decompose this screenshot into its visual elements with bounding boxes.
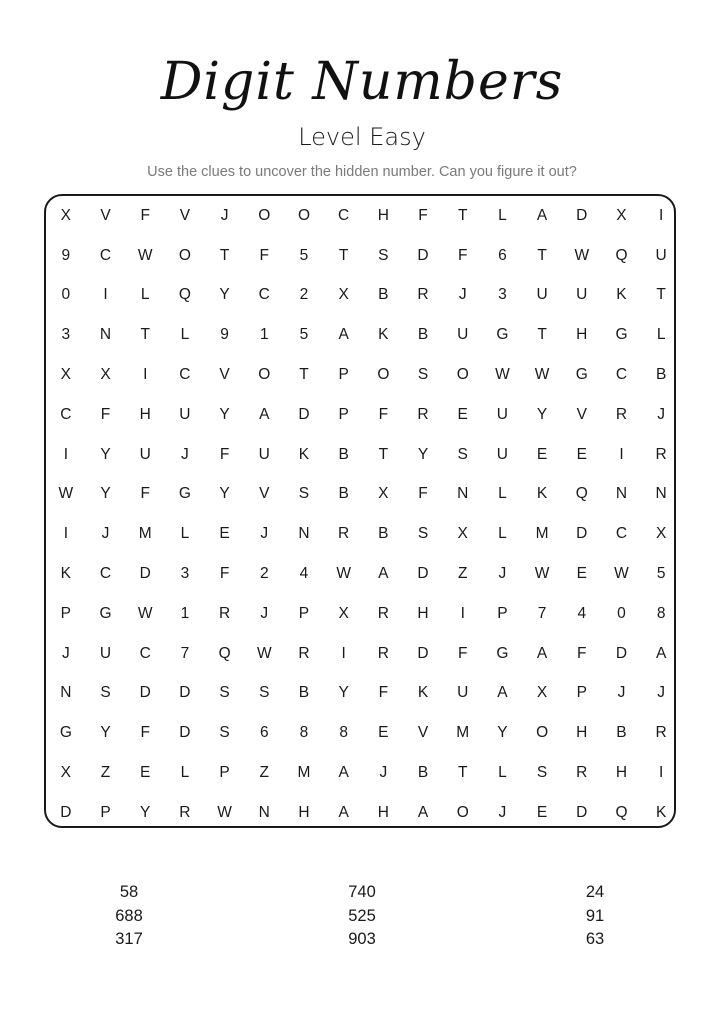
grid-cell[interactable]: 6	[259, 724, 269, 742]
grid-cell[interactable]: F	[140, 485, 150, 503]
grid-cell[interactable]: Y	[417, 445, 429, 463]
grid-cell[interactable]: H	[576, 724, 588, 742]
grid-cell[interactable]: T	[656, 286, 666, 304]
grid-cell[interactable]: K	[616, 286, 627, 304]
grid-cell[interactable]: K	[655, 803, 667, 821]
grid-cell[interactable]: L	[656, 326, 666, 344]
grid-cell[interactable]: U	[496, 445, 508, 463]
grid-cell[interactable]: B	[298, 684, 310, 702]
grid-cell[interactable]: 5	[299, 246, 309, 264]
grid-cell[interactable]: C	[615, 525, 628, 543]
grid-cell[interactable]: I	[63, 445, 68, 463]
grid-cell[interactable]: U	[457, 684, 469, 702]
grid-cell[interactable]: T	[537, 326, 547, 344]
grid-cell[interactable]: H	[377, 803, 389, 821]
grid-cell[interactable]: C	[139, 644, 151, 662]
grid-cell[interactable]: U	[457, 326, 469, 344]
grid-cell[interactable]: E	[576, 565, 587, 583]
grid-cell[interactable]: U	[576, 286, 588, 304]
grid-cell[interactable]: D	[60, 803, 72, 821]
grid-cell[interactable]: H	[377, 206, 389, 224]
grid-cell[interactable]: O	[178, 246, 191, 264]
grid-cell[interactable]: H	[298, 803, 310, 821]
grid-cell[interactable]: X	[60, 366, 72, 384]
grid-cell[interactable]: B	[378, 525, 389, 543]
grid-cell[interactable]: V	[100, 206, 111, 224]
grid-cell[interactable]: A	[378, 565, 389, 583]
grid-cell[interactable]: J	[181, 445, 189, 463]
grid-cell[interactable]: R	[338, 525, 350, 543]
grid-cell[interactable]: J	[498, 565, 507, 583]
grid-cell[interactable]: M	[138, 525, 152, 543]
grid-cell[interactable]: X	[60, 764, 72, 782]
grid-cell[interactable]: D	[576, 803, 588, 821]
grid-cell[interactable]: J	[260, 604, 269, 622]
grid-cell[interactable]: J	[260, 525, 269, 543]
grid-cell[interactable]: R	[615, 405, 628, 423]
grid-cell[interactable]: W	[137, 604, 153, 622]
grid-cell[interactable]: S	[417, 366, 429, 384]
grid-cell[interactable]: 1	[180, 604, 190, 622]
grid-cell[interactable]: R	[298, 644, 310, 662]
grid-cell[interactable]: S	[100, 684, 111, 702]
grid-cell[interactable]: X	[100, 366, 111, 384]
grid-cell[interactable]: Y	[100, 724, 111, 742]
grid-cell[interactable]: F	[219, 565, 230, 583]
grid-cell[interactable]: P	[338, 405, 349, 423]
grid-cell[interactable]: E	[219, 525, 230, 543]
grid-cell[interactable]: D	[139, 684, 151, 702]
grid-cell[interactable]: D	[417, 565, 429, 583]
grid-cell[interactable]: Y	[140, 803, 151, 821]
grid-cell[interactable]: R	[576, 764, 588, 782]
grid-cell[interactable]: S	[298, 485, 310, 503]
grid-cell[interactable]: C	[179, 366, 191, 384]
grid-cell[interactable]: L	[140, 286, 150, 304]
grid-cell[interactable]: 8	[656, 604, 666, 622]
grid-cell[interactable]: D	[576, 525, 588, 543]
grid-cell[interactable]: F	[378, 684, 389, 702]
grid-cell[interactable]: S	[219, 724, 230, 742]
grid-cell[interactable]: B	[655, 366, 667, 384]
page-title: Digit Numbers	[160, 52, 564, 112]
word-item: 688	[115, 906, 143, 925]
grid-cell[interactable]: Q	[615, 803, 628, 821]
grid-cell[interactable]: P	[576, 684, 587, 702]
grid-cell[interactable]: O	[258, 206, 271, 224]
grid-cell[interactable]: N	[99, 326, 112, 344]
grid-cell[interactable]: F	[259, 246, 270, 264]
grid-cell[interactable]: V	[219, 366, 230, 384]
word-item: 24	[585, 883, 605, 901]
grid-cell[interactable]: 0	[61, 286, 71, 304]
word-item: 63	[585, 930, 605, 948]
grid-cell[interactable]: D	[576, 206, 588, 224]
grid-cell[interactable]: Y	[219, 286, 230, 304]
grid-cell[interactable]: R	[377, 644, 389, 662]
grid-cell[interactable]: Y	[536, 405, 548, 423]
grid-cell[interactable]: 6	[498, 246, 507, 264]
grid-cell[interactable]: V	[259, 485, 270, 503]
grid-cell[interactable]: C	[99, 565, 112, 583]
grid-cell[interactable]: H	[417, 604, 429, 622]
word-item: 91	[585, 906, 605, 925]
word-item: 740	[348, 883, 376, 901]
grid-cell[interactable]: X	[378, 485, 389, 503]
grid-cell[interactable]: 5	[299, 326, 309, 344]
grid-cell[interactable]: 7	[537, 604, 547, 622]
grid-cell[interactable]: G	[59, 724, 72, 742]
grid-cell[interactable]: X	[536, 684, 548, 702]
grid-cell[interactable]: 4	[577, 604, 587, 622]
grid-cell[interactable]: B	[417, 764, 429, 782]
grid-cell[interactable]: G	[496, 644, 509, 662]
grid-cell[interactable]: Y	[219, 405, 230, 423]
grid-cell[interactable]: F	[418, 206, 428, 224]
grid-cell[interactable]: B	[378, 286, 389, 304]
grid-cell[interactable]: N	[258, 803, 270, 821]
grid-cell[interactable]: U	[179, 405, 191, 423]
grid-cell[interactable]: R	[377, 604, 389, 622]
grid-cell[interactable]: B	[338, 445, 349, 463]
grid-cell[interactable]: 7	[180, 644, 190, 662]
grid-cell[interactable]: 3	[61, 326, 71, 344]
grid-cell[interactable]: D	[417, 246, 429, 264]
grid-cell[interactable]: X	[655, 525, 667, 543]
grid-cell[interactable]: G	[575, 366, 588, 384]
grid-cell[interactable]: 4	[299, 565, 309, 583]
grid-cell[interactable]: I	[659, 206, 664, 224]
instructions-text: Use the clues to uncover the hidden number. Can you figure it out?	[147, 164, 577, 180]
word-item: 903	[348, 930, 376, 948]
grid-cell[interactable]: C	[60, 405, 72, 423]
grid-cell[interactable]: S	[536, 764, 548, 782]
grid-cell[interactable]: Z	[457, 565, 468, 583]
grid-cell[interactable]: X	[338, 286, 349, 304]
grid-cell[interactable]: 2	[299, 286, 309, 304]
puzzle-grid	[46, 196, 678, 828]
grid-cell[interactable]: C	[99, 246, 112, 264]
grid-cell[interactable]: Y	[497, 724, 508, 742]
grid-cell[interactable]: 1	[259, 326, 269, 344]
grid-cell[interactable]: O	[456, 366, 469, 384]
grid-cell[interactable]: X	[60, 206, 72, 224]
grid-cell[interactable]: T	[140, 326, 150, 344]
grid-cell[interactable]: O	[377, 366, 390, 384]
grid-cell[interactable]: K	[60, 565, 72, 583]
grid-cell[interactable]: K	[417, 684, 429, 702]
grid-cell[interactable]: A	[338, 326, 349, 344]
grid-cell[interactable]: G	[496, 326, 509, 344]
grid-cell[interactable]: S	[457, 445, 468, 463]
grid-cell[interactable]: M	[297, 764, 311, 782]
grid-cell[interactable]: Y	[100, 445, 111, 463]
grid-cell[interactable]: S	[219, 684, 230, 702]
grid-cell[interactable]: W	[217, 803, 232, 821]
grid-cell[interactable]: G	[99, 604, 112, 622]
grid-cell[interactable]: W	[336, 565, 351, 583]
grid-cell[interactable]: C	[258, 286, 270, 304]
grid-cell[interactable]: E	[576, 445, 587, 463]
grid-cell[interactable]: W	[137, 246, 153, 264]
grid-cell[interactable]: W	[534, 366, 550, 384]
grid-cell[interactable]: O	[456, 803, 469, 821]
grid-cell[interactable]: L	[180, 326, 190, 344]
grid-cell[interactable]: S	[417, 525, 429, 543]
grid-cell[interactable]: G	[615, 326, 628, 344]
grid-cell[interactable]: M	[535, 525, 549, 543]
grid-cell[interactable]: T	[378, 445, 389, 463]
word-list-column-3	[586, 881, 604, 952]
grid-cell[interactable]: D	[179, 724, 191, 742]
grid-cell[interactable]: Y	[100, 485, 111, 503]
grid-cell[interactable]: P	[298, 604, 310, 622]
grid-cell[interactable]: D	[139, 565, 151, 583]
grid-cell[interactable]: A	[536, 644, 548, 662]
grid-cell[interactable]: J	[220, 206, 229, 224]
grid-cell[interactable]: X	[457, 525, 468, 543]
grid-cell[interactable]: 2	[259, 565, 269, 583]
grid-cell[interactable]: Z	[259, 764, 270, 782]
grid-cell[interactable]: E	[378, 724, 389, 742]
grid-cell[interactable]: H	[576, 326, 588, 344]
grid-cell[interactable]: H	[139, 405, 151, 423]
grid-cell[interactable]: J	[657, 405, 666, 423]
grid-cell[interactable]: Q	[615, 246, 628, 264]
grid-cell[interactable]: Y	[338, 684, 349, 702]
grid-cell[interactable]: B	[338, 485, 349, 503]
grid-cell[interactable]: 3	[498, 286, 507, 304]
grid-cell[interactable]: D	[179, 684, 191, 702]
grid-cell[interactable]: F	[457, 644, 468, 662]
grid-cell[interactable]: O	[258, 366, 271, 384]
grid-cell[interactable]: J	[458, 286, 467, 304]
grid-cell[interactable]: E	[536, 445, 548, 463]
grid-cell[interactable]: B	[417, 326, 429, 344]
grid-cell[interactable]: I	[103, 286, 108, 304]
grid-cell[interactable]: W	[574, 246, 590, 264]
grid-cell[interactable]: K	[298, 445, 310, 463]
grid-cell[interactable]: J	[379, 764, 388, 782]
grid-cell[interactable]: J	[101, 525, 110, 543]
grid-cell[interactable]: E	[457, 405, 468, 423]
grid-cell[interactable]: P	[60, 604, 72, 622]
grid-cell[interactable]: F	[100, 405, 111, 423]
grid-cell[interactable]: Q	[178, 286, 191, 304]
grid-cell[interactable]: U	[496, 405, 508, 423]
grid-cell[interactable]: A	[338, 803, 349, 821]
grid-cell[interactable]: P	[338, 366, 349, 384]
word-item: 525	[348, 906, 376, 925]
grid-cell[interactable]: J	[617, 684, 626, 702]
grid-cell[interactable]: K	[536, 485, 548, 503]
grid-cell[interactable]: N	[615, 485, 628, 503]
grid-cell[interactable]: E	[140, 764, 151, 782]
grid-cell[interactable]: X	[616, 206, 627, 224]
grid-cell[interactable]: T	[219, 246, 230, 264]
grid-cell[interactable]: A	[497, 684, 508, 702]
grid-cell[interactable]: E	[536, 803, 548, 821]
grid-cell[interactable]: O	[536, 724, 549, 742]
word-item: 58	[119, 883, 139, 901]
grid-cell[interactable]: L	[498, 485, 507, 503]
grid-cell[interactable]: R	[655, 724, 667, 742]
word-list-column-2	[348, 881, 376, 952]
grid-cell[interactable]: S	[378, 246, 389, 264]
grid-cell[interactable]: R	[218, 604, 231, 622]
grid-cell[interactable]: V	[179, 206, 191, 224]
grid-cell[interactable]: L	[498, 525, 507, 543]
grid-cell[interactable]: L	[498, 206, 507, 224]
grid-cell[interactable]: 9	[220, 326, 229, 344]
grid-cell[interactable]: 5	[656, 565, 666, 583]
grid-cell[interactable]: R	[655, 445, 667, 463]
grid-cell[interactable]: U	[139, 445, 151, 463]
grid-cell[interactable]: J	[61, 644, 70, 662]
grid-cell[interactable]: G	[178, 485, 191, 503]
grid-cell[interactable]: N	[60, 684, 72, 702]
grid-cell[interactable]: C	[338, 206, 350, 224]
grid-cell[interactable]: B	[616, 724, 627, 742]
grid-cell[interactable]: 8	[299, 724, 309, 742]
level-label: Level Easy	[298, 123, 426, 151]
grid-cell[interactable]: W	[58, 485, 74, 503]
grid-cell[interactable]: J	[657, 684, 666, 702]
grid-cell[interactable]: U	[655, 246, 667, 264]
grid-cell[interactable]: D	[615, 644, 628, 662]
grid-cell[interactable]: T	[299, 366, 309, 384]
grid-cell[interactable]: I	[63, 525, 68, 543]
grid-cell[interactable]: Z	[100, 764, 111, 782]
grid-cell[interactable]: W	[495, 366, 510, 384]
grid-cell[interactable]: 9	[61, 246, 71, 264]
grid-cell[interactable]: O	[297, 206, 310, 224]
grid-cell[interactable]: A	[338, 764, 349, 782]
grid-cell[interactable]: D	[417, 644, 429, 662]
grid-cell[interactable]: H	[615, 764, 628, 782]
grid-cell[interactable]: P	[219, 764, 230, 782]
grid-cell[interactable]: R	[417, 286, 429, 304]
grid-cell[interactable]: F	[457, 246, 468, 264]
grid-cell[interactable]: A	[655, 644, 667, 662]
grid-cell[interactable]: I	[143, 366, 148, 384]
grid-cell[interactable]: U	[258, 445, 270, 463]
grid-cell[interactable]: W	[614, 565, 629, 583]
grid-cell[interactable]: R	[417, 405, 429, 423]
grid-cell[interactable]: U	[536, 286, 548, 304]
grid-cell[interactable]: W	[256, 644, 272, 662]
grid-cell[interactable]: T	[457, 206, 468, 224]
grid-cell[interactable]: F	[577, 644, 587, 662]
grid-cell[interactable]: L	[180, 764, 190, 782]
grid-cell[interactable]: W	[534, 565, 550, 583]
grid-cell[interactable]: A	[536, 206, 548, 224]
grid-cell[interactable]: I	[659, 764, 664, 782]
grid-cell[interactable]: I	[460, 604, 465, 622]
grid-cell[interactable]: F	[418, 485, 428, 503]
grid-cell[interactable]: V	[417, 724, 429, 742]
grid-cell[interactable]: L	[180, 525, 190, 543]
grid-cell[interactable]: V	[576, 405, 587, 423]
grid-cell[interactable]: 0	[617, 604, 626, 622]
grid-cell[interactable]: T	[457, 764, 468, 782]
grid-cell[interactable]: K	[378, 326, 389, 344]
grid-cell[interactable]: F	[140, 206, 150, 224]
grid-cell[interactable]: 8	[339, 724, 348, 742]
grid-cell[interactable]: F	[378, 405, 389, 423]
grid-cell[interactable]: F	[140, 724, 150, 742]
grid-cell[interactable]: R	[179, 803, 191, 821]
grid-cell[interactable]: X	[338, 604, 349, 622]
grid-cell[interactable]: C	[615, 366, 628, 384]
grid-cell[interactable]: 3	[180, 565, 190, 583]
grid-cell[interactable]: I	[619, 445, 624, 463]
grid-cell[interactable]: L	[498, 764, 507, 782]
grid-cell[interactable]: N	[457, 485, 469, 503]
grid-cell[interactable]: U	[99, 644, 112, 662]
grid-cell[interactable]: Y	[219, 485, 230, 503]
grid-cell[interactable]: S	[259, 684, 270, 702]
puzzle-grid-frame	[44, 194, 676, 828]
grid-cell[interactable]: D	[298, 405, 310, 423]
grid-cell[interactable]: P	[100, 803, 111, 821]
grid-cell[interactable]: I	[341, 644, 346, 662]
grid-cell[interactable]: N	[298, 525, 310, 543]
grid-cell[interactable]: M	[456, 724, 470, 742]
grid-cell[interactable]: Q	[218, 644, 231, 662]
word-item: 317	[115, 930, 143, 948]
grid-cell[interactable]: A	[417, 803, 429, 821]
word-list-column-1	[115, 881, 143, 952]
grid-cell[interactable]: A	[259, 405, 270, 423]
grid-cell[interactable]: Q	[575, 485, 588, 503]
grid-cell[interactable]: T	[537, 246, 547, 264]
grid-cell[interactable]: P	[497, 604, 508, 622]
grid-cell[interactable]: N	[655, 485, 667, 503]
grid-cell[interactable]: T	[338, 246, 349, 264]
grid-cell[interactable]: F	[219, 445, 230, 463]
grid-cell[interactable]: J	[498, 803, 507, 821]
